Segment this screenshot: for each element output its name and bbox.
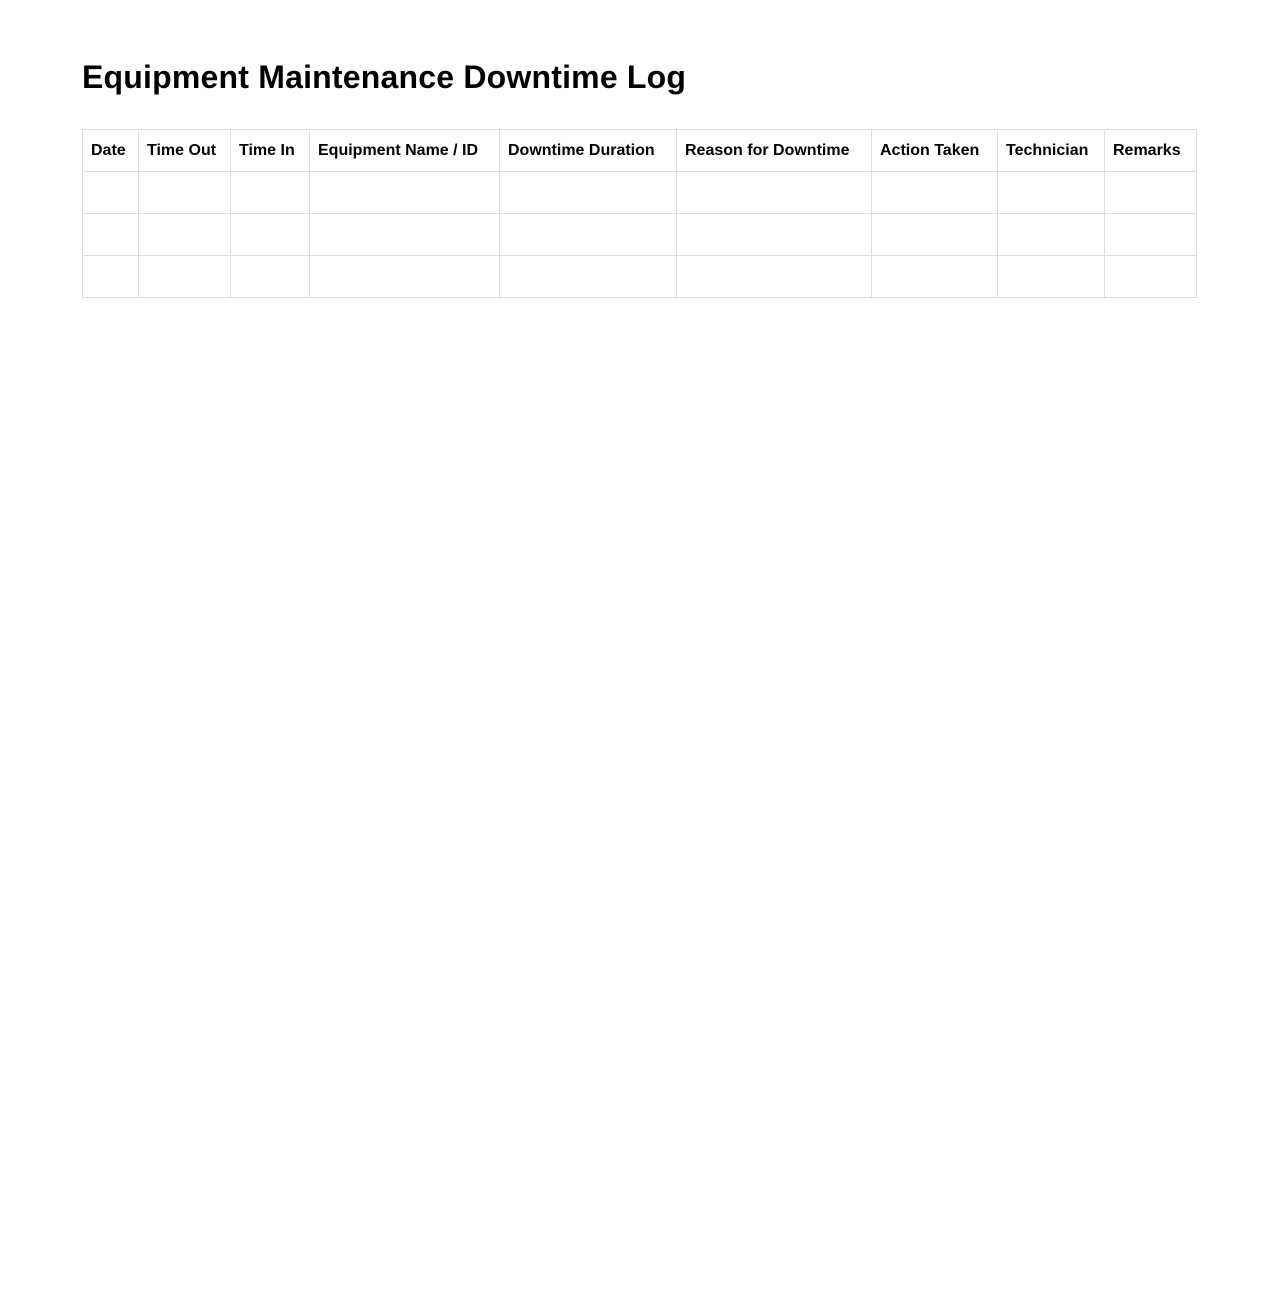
cell-time-in[interactable] <box>231 256 310 298</box>
cell-date[interactable] <box>83 172 139 214</box>
header-row <box>83 130 1197 172</box>
cell-reason[interactable] <box>677 172 872 214</box>
downtime-log-table <box>82 129 1197 298</box>
column-header-date: Date <box>83 130 139 172</box>
column-header-technician: Technician <box>998 130 1105 172</box>
cell-reason[interactable] <box>677 214 872 256</box>
cell-downtime-duration[interactable] <box>500 214 677 256</box>
cell-equipment[interactable] <box>310 256 500 298</box>
column-header-action-taken: Action Taken <box>872 130 998 172</box>
cell-action-taken[interactable] <box>872 256 998 298</box>
cell-time-in[interactable] <box>231 172 310 214</box>
cell-time-out[interactable] <box>139 214 231 256</box>
table-row <box>83 172 1197 214</box>
column-header-downtime-duration: Downtime Duration <box>500 130 677 172</box>
cell-action-taken[interactable] <box>872 172 998 214</box>
cell-time-out[interactable] <box>139 172 231 214</box>
table-row <box>83 214 1197 256</box>
cell-time-in[interactable] <box>231 214 310 256</box>
cell-reason[interactable] <box>677 256 872 298</box>
cell-technician[interactable] <box>998 172 1105 214</box>
column-header-remarks: Remarks <box>1105 130 1197 172</box>
column-header-time-out: Time Out <box>139 130 231 172</box>
cell-date[interactable] <box>83 256 139 298</box>
cell-action-taken[interactable] <box>872 214 998 256</box>
column-header-reason: Reason for Downtime <box>677 130 872 172</box>
column-header-equipment: Equipment Name / ID <box>310 130 500 172</box>
cell-downtime-duration[interactable] <box>500 172 677 214</box>
cell-date[interactable] <box>83 214 139 256</box>
cell-time-out[interactable] <box>139 256 231 298</box>
page-title: Equipment Maintenance Downtime Log <box>82 59 687 95</box>
cell-downtime-duration[interactable] <box>500 256 677 298</box>
column-header-time-in: Time In <box>231 130 310 172</box>
cell-equipment[interactable] <box>310 214 500 256</box>
cell-technician[interactable] <box>998 256 1105 298</box>
cell-technician[interactable] <box>998 214 1105 256</box>
cell-remarks[interactable] <box>1105 172 1197 214</box>
cell-equipment[interactable] <box>310 172 500 214</box>
cell-remarks[interactable] <box>1105 214 1197 256</box>
table-row <box>83 256 1197 298</box>
cell-remarks[interactable] <box>1105 256 1197 298</box>
